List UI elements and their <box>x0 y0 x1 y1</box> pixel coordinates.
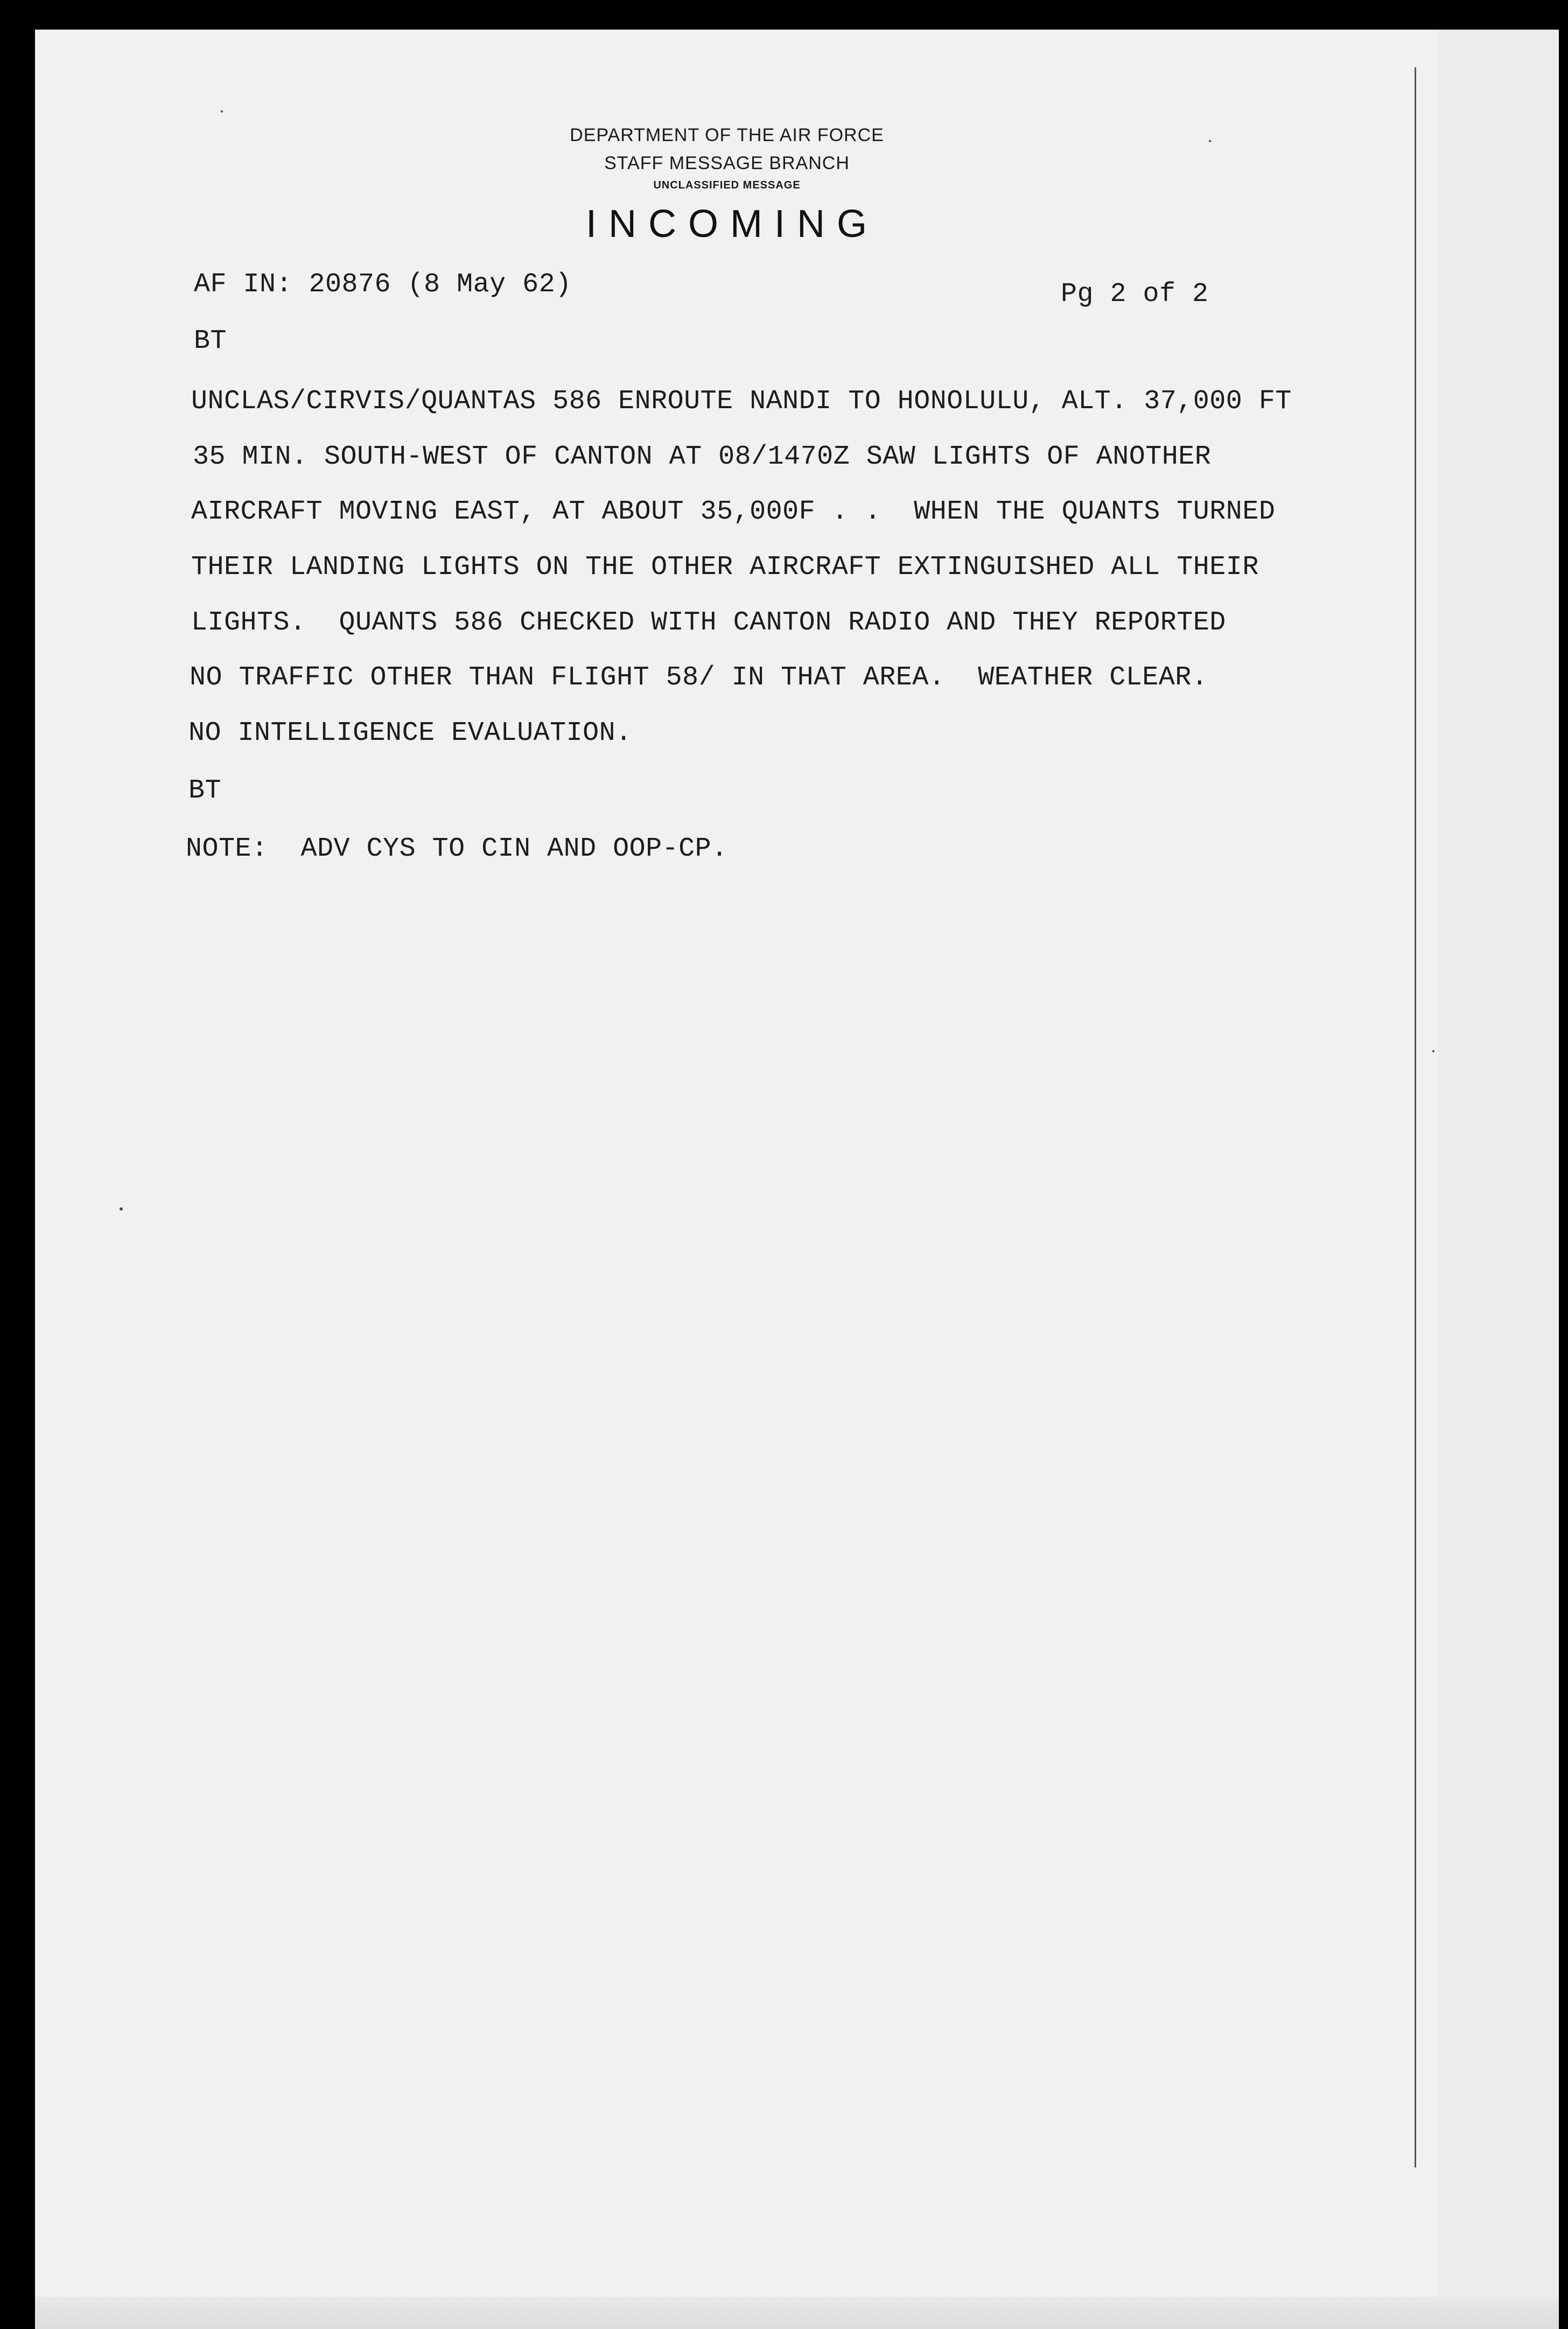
body-line: LIGHTS. QUANTS 586 CHECKED WITH CANTON RADIO AND THEY REPORTED <box>191 607 1226 638</box>
message-paper <box>35 30 1438 2326</box>
body-line: AIRCRAFT MOVING EAST, AT ABOUT 35,000F . . WHEN THE QUANTS TURNED <box>191 496 1276 527</box>
bt-open: BT <box>194 326 227 356</box>
branch-name: STAFF MESSAGE BRANCH <box>604 153 850 173</box>
classification-stamp: UNCLASSIFIED MESSAGE <box>653 179 801 191</box>
routing-note: NOTE: ADV CYS TO CIN AND OOP-CP. <box>186 834 728 864</box>
dust-speck <box>221 110 223 113</box>
bt-close: BT <box>188 775 222 806</box>
department-name: DEPARTMENT OF THE AIR FORCE <box>570 125 884 145</box>
dust-speck <box>120 1207 123 1211</box>
message-title: INCOMING <box>586 202 879 246</box>
body-line: NO TRAFFIC OTHER THAN FLIGHT 58/ IN THAT AREA. WEATHER CLEAR. <box>190 662 1208 693</box>
dust-speck <box>1209 140 1211 142</box>
body-line: THEIR LANDING LIGHTS ON THE OTHER AIRCRAFT EXTINGUISHED ALL THEIR <box>191 552 1259 583</box>
body-line: NO INTELLIGENCE EVALUATION. <box>188 718 632 749</box>
body-line: 35 MIN. SOUTH-WEST OF CANTON AT 08/1470Z SAW LIGHTS OF ANOTHER <box>193 442 1212 472</box>
page-number: Pg 2 of 2 <box>1061 279 1209 310</box>
dust-speck <box>1432 1050 1434 1052</box>
fold-line <box>1415 67 1416 2167</box>
af-in-number: AF IN: 20876 (8 May 62) <box>194 269 572 300</box>
scanned-sheet <box>35 30 1559 2303</box>
letterhead <box>485 121 969 193</box>
body-line: UNCLAS/CIRVIS/QUANTAS 586 ENROUTE NANDI TO HONOLULU, ALT. 37,000 FT <box>191 386 1292 417</box>
sheet-bottom-edge <box>35 2297 1559 2329</box>
